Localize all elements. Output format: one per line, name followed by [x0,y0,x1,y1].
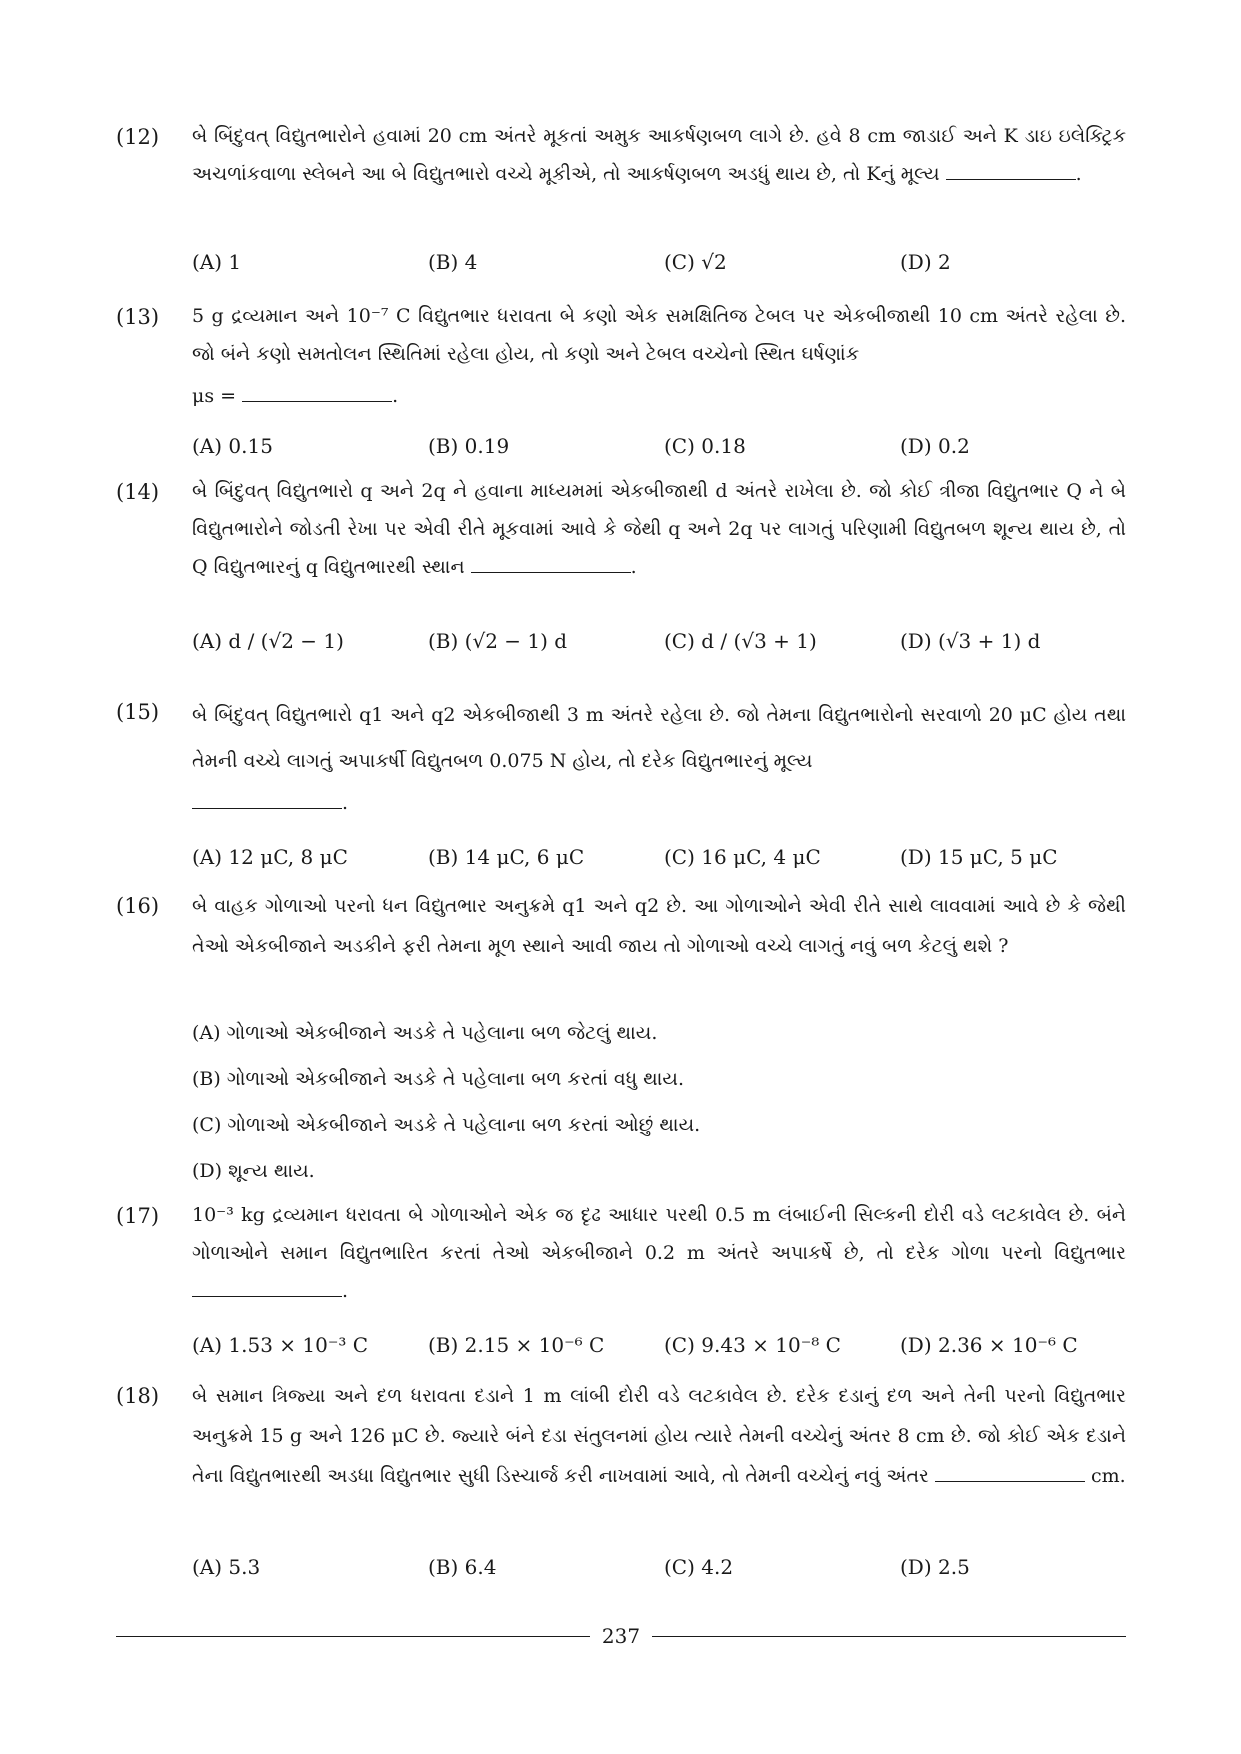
option-c: (C) 16 μC, 4 μC [664,845,821,869]
question-body: બે વાહક ગોળાઓ પરનો ધન વિદ્યુતભાર અનુક્રમે q1 અને q2 છે. આ ગોળાઓને એવી રીતે સાથે લાવવામાં આવે છે કે જેથી તેઓ એકબીજાને અડકીને ફરી તેમના મૂળ સ્થાને આવી જાય તો ગોળાઓ વચ્ચે લાગતું નવું બળ કેટલું થશે ? [192,895,1126,957]
option-b: (B) 2.15 × 10⁻⁶ C [428,1333,605,1357]
option-d: (D) 2.36 × 10⁻⁶ C [900,1333,1078,1357]
question-end: cm. [1090,1465,1126,1487]
option-d: (D) (√3 + 1) d [900,629,1041,653]
option-a: (A) 5.3 [192,1555,261,1579]
question-number: (18) [116,1384,160,1408]
question-text [192,472,1126,586]
question-number: (15) [116,700,160,724]
question-number: (16) [116,894,160,918]
question-number: (14) [116,480,160,504]
question-text-line [192,377,1126,415]
option-b: (B) 6.4 [428,1555,497,1579]
option-b: (B) (√2 − 1) d [428,629,568,653]
option-a: (A) 1.53 × 10⁻³ C [192,1333,369,1357]
option-a: (A) ગોળાઓ એકબીજાને અડકે તે પહેલાના બળ જેટલું થાય. [192,1022,658,1044]
option-b: (B) 4 [428,250,478,274]
question-body: બે બિંદુવત્ વિદ્યુતભારો q1 અને q2 એકબીજાથી 3 m અંતરે રહેલા છે. જો તેમના વિદ્યુતભારોનો સરવાળો 20 μC હોય તથા તેમની વચ્ચે લાગતું અપાકર્ષી વિદ્યુતબળ 0.075 N હોય, તો દરેક વિદ્યુતભારનું મૂલ્ય [192,704,1126,772]
question-text-line [192,784,1126,822]
question-body: બે બિંદુવત્ વિદ્યુતભારોને હવામાં 20 cm અંતરે મૂકતાં અમુક આકર્ષણબળ લાગે છે. હવે 8 cm જાડાઈ અને K ડાઇ ઇલેક્ટ્રિક અચળાંકવાળા સ્લેબને આ બે વિદ્યુતભારો વચ્ચે મૂકીએ, તો આકર્ષણબળ અડધું થાય છે, તો Kનું મૂલ્ય [192,125,1126,185]
question-body: બે બિંદુવત્ વિદ્યુતભારો q અને 2q ને હવાના માધ્યમમાં એકબીજાથી d અંતરે રાખેલા છે. જો કોઈ ત્રીજા વિદ્યુતભાર Q ને બે વિદ્યુતભારોને જોડતી રેખા પર એવી રીતે મૂકવામાં આવે કે જેથી q અને 2q પર લાગતું પરિણામી વિદ્યુતબળ શૂન્ય થાય છે, તો Q વિદ્યુતભારનું q વિદ્યુતભારથી સ્થાન [192,480,1126,578]
option-d: (D) 15 μC, 5 μC [900,845,1058,869]
answer-blank [935,1459,1085,1482]
option-a: (A) d / (√2 − 1) [192,629,344,653]
option-c: (C) 9.43 × 10⁻⁸ C [664,1333,841,1357]
question-number: (12) [116,125,160,149]
answer-blank [192,786,342,809]
question-end: . [1075,163,1082,185]
option-a: (A) 12 μC, 8 μC [192,845,348,869]
question-text [192,1196,1126,1310]
options-row [192,618,1126,664]
question-body: 5 g દ્રવ્યમાન અને 10⁻⁷ C વિદ્યુતભાર ધરાવતા બે કણો એક સમક્ષિતિજ ટેબલ પર એકબીજાથી 10 cm અંતરે રહેલા છે. જો બંને કણો સમતોલન સ્થિતિમાં રહેલા હોય, તો કણો અને ટેબલ વચ્ચેનો સ્થિત ઘર્ષણાંક [192,305,1126,365]
question-number: (13) [116,305,160,329]
question-text [192,886,1126,966]
option-c: (C) ગોળાઓ એકબીજાને અડકે તે પહેલાના બળ કરતાં ઓછું થાય. [192,1114,701,1136]
question-text [192,1376,1126,1496]
option-a: (A) 0.15 [192,434,273,458]
question-text [192,692,1126,784]
option-b: (B) ગોળાઓ એકબીજાને અડકે તે પહેલાના બળ કરતાં વધુ થાય. [192,1068,684,1090]
question-end: . [342,792,349,814]
option-c: (C) 4.2 [664,1555,734,1579]
answer-blank [471,550,631,573]
question-end: . [342,1280,349,1302]
option-b: (B) 0.19 [428,434,510,458]
answer-blank [192,1274,342,1297]
option-d: (D) 2.5 [900,1555,970,1579]
answer-blank [946,157,1076,180]
footer-rule-left [116,1636,590,1637]
question-end: . [392,385,399,407]
option-a: (A) 1 [192,250,242,274]
option-b: (B) 14 μC, 6 μC [428,845,585,869]
option-d: (D) શૂન્ય થાય. [192,1160,315,1182]
page-number: 237 [590,1620,652,1652]
option-c: (C) √2 [664,250,727,274]
question-text [192,297,1126,373]
options-row [192,423,1126,469]
option-d: (D) 0.2 [900,434,970,458]
option-c: (C) 0.18 [664,434,746,458]
options-row [192,239,1126,285]
option-d: (D) 2 [900,250,951,274]
question-body: બે સમાન ત્રિજ્યા અને દળ ધરાવતા દડાને 1 m લાંબી દોરી વડે લટકાવેલ છે. દરેક દડાનું દળ અને તેની પરનો વિદ્યુતભાર અનુક્રમે 15 g અને 126 μC છે. જ્યારે બંને દડા સંતુલનમાં હોય ત્યારે તેમની વચ્ચેનું અંતર 8 cm છે. જો કોઈ એક દડાને તેના વિદ્યુતભારથી અડધા વિદ્યુતભાર સુધી ડિસ્ચાર્જ કરી નાખવામાં આવે, તો તેમની વચ્ચેનું નવું અંતર [192,1385,1126,1487]
question-end: . [630,556,637,578]
options-row [192,1322,1126,1368]
mu-label: μs = [192,385,237,407]
options-row [192,834,1126,880]
footer-rule-right [652,1636,1126,1637]
option-c: (C) d / (√3 + 1) [664,629,817,653]
question-number: (17) [116,1204,160,1228]
options-row [192,1544,1126,1590]
question-text [192,117,1126,193]
answer-blank [242,379,392,402]
question-body: 10⁻³ kg દ્રવ્યમાન ધરાવતા બે ગોળાઓને એક જ દૃઢ આધાર પરથી 0.5 m લંબાઈની સિલ્કની દોરી વડે લટકાવેલ છે. બંને ગોળાઓને સમાન વિદ્યુતભારિત કરતાં તેઓ એકબીજાને 0.2 m અંતરે અપાકર્ષે છે, તો દરેક ગોળા પરનો વિદ્યુતભાર [192,1204,1126,1264]
